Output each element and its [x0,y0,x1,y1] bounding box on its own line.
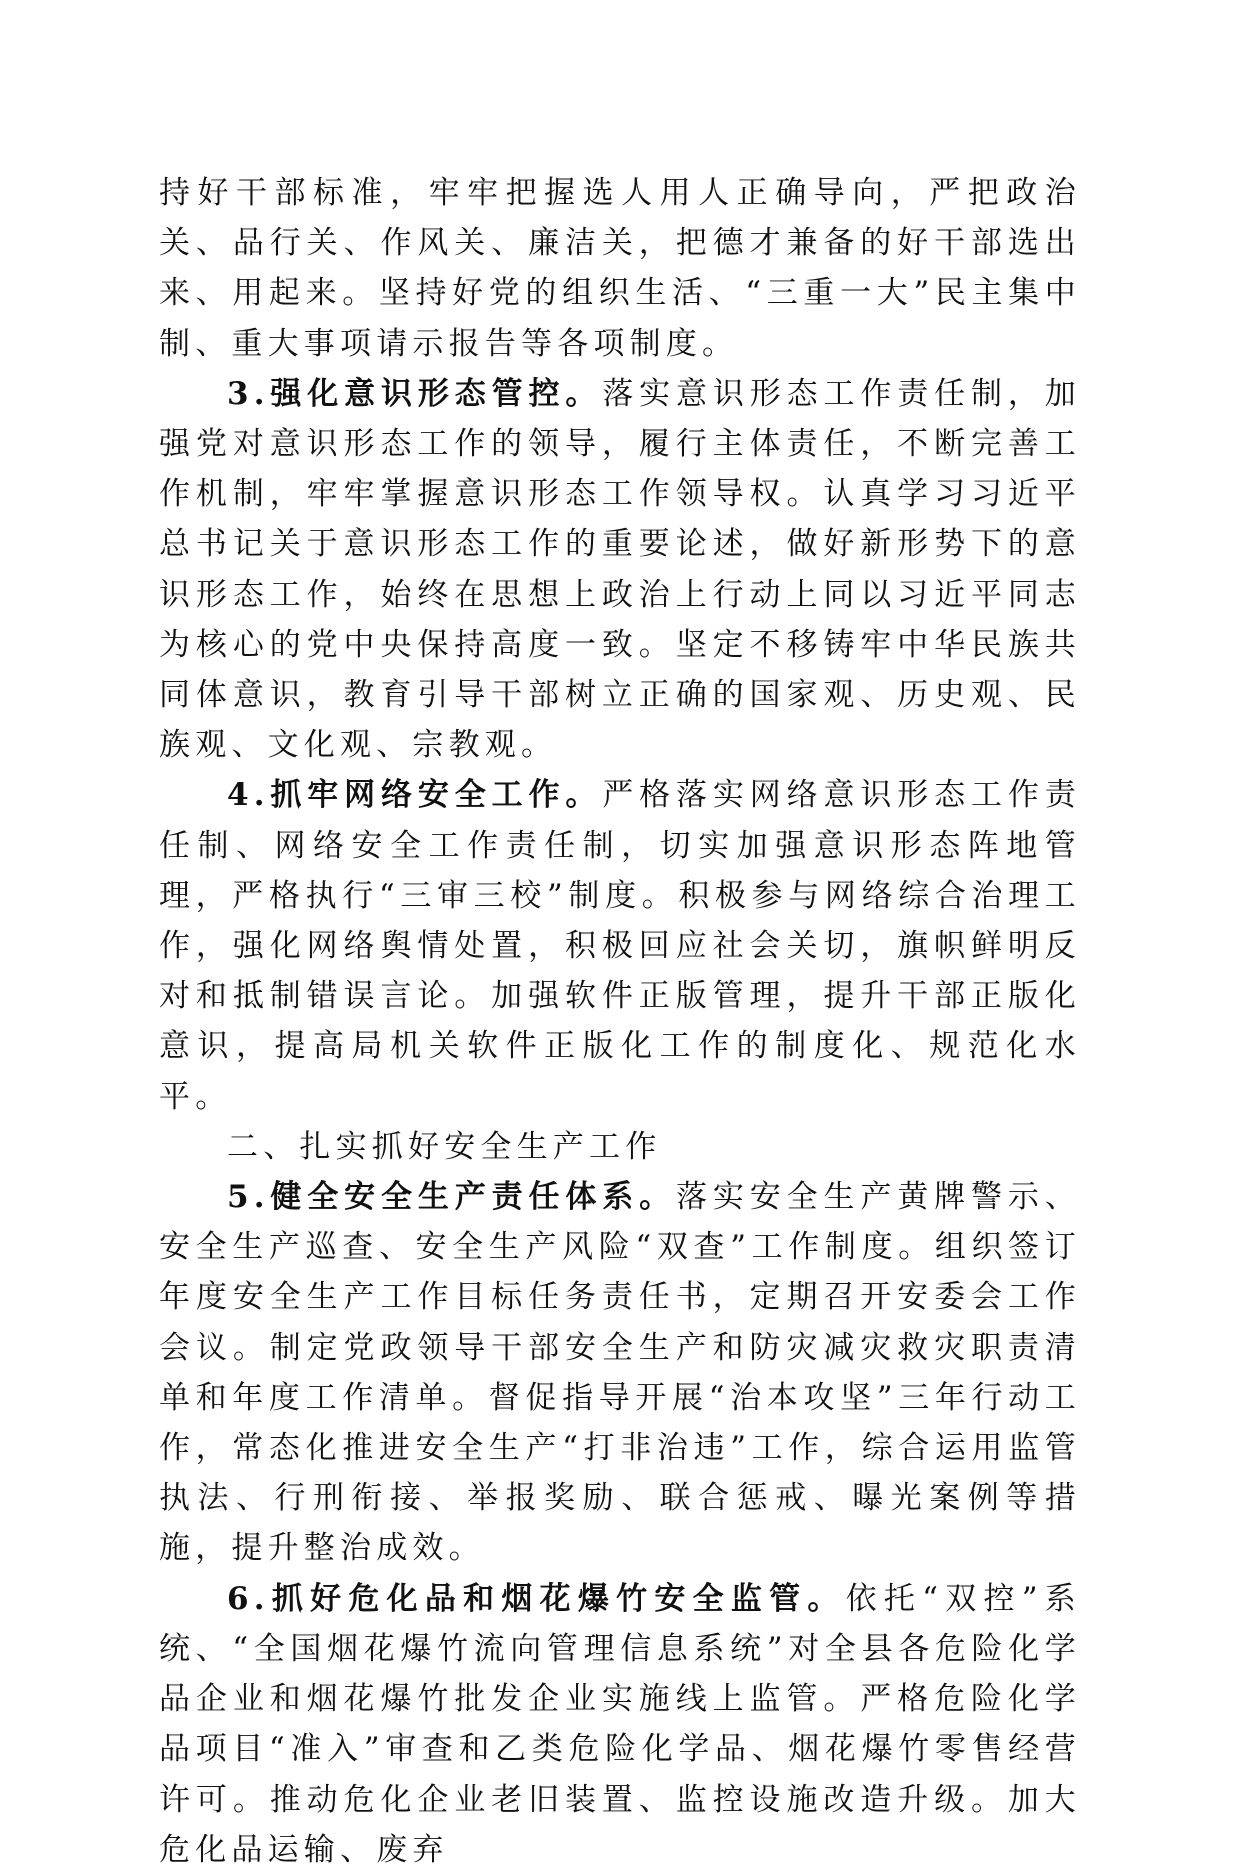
paragraph-item-3 [159,369,1081,771]
paragraph-item-6 [159,1574,1081,1875]
paragraph-item-5 [159,1172,1081,1574]
paragraph-body: 持好干部标准，牢牢把握选人用人正确导向，严把政治关、品行关、作风关、廉洁关，把德才兼备的好干部选出来、用起来。坚持好党的组织生活、“三重一大”民主集中制、重大事项请示报告等各项制度。 [159,175,1081,362]
item-heading: 3.强化意识形态管控。 [227,375,603,412]
paragraph-body: 严格落实网络意识形态工作责任制、网络安全工作责任制，切实加强意识形态阵地管理，严格执行“三审三校”制度。积极参与网络综合治理工作，强化网络舆情处置，积极回应社会关切，旗帜鲜明反对和抵制错误言论。加强软件正版管理，提升干部正版化意识，提高局机关软件正版化工作的制度化、规范化水平。 [159,777,1081,1115]
paragraph-item-4 [159,770,1081,1121]
document-page [159,168,1081,1875]
paragraph-body: 依托“双控”系统、“全国烟花爆竹流向管理信息系统”对全县各危险化学品企业和烟花爆竹批发企业实施线上监管。严格危险化学品项目“准入”审查和乙类危险化学品、烟花爆竹零售经营许可。推动危化企业老旧装置、监控设施改造升级。加大危化品运输、废弃 [159,1580,1081,1868]
paragraph-body: 落实意识形态工作责任制，加强党对意识形态工作的领导，履行主体责任，不断完善工作机制，牢牢掌握意识形态工作领导权。认真学习习近平总书记关于意识形态工作的重要论述，做好新形势下的意识形态工作，始终在思想上政治上行动上同以习近平同志为核心的党中央保持高度一致。坚定不移铸牢中华民族共同体意识，教育引导干部树立正确的国家观、历史观、民族观、文化观、宗教观。 [159,375,1081,764]
item-heading: 4.抓牢网络安全工作。 [227,777,603,814]
section-heading [159,1122,1081,1172]
section-title: 二、扎实抓好安全生产工作 [227,1128,662,1165]
item-heading: 6.抓好危化品和烟花爆竹安全监管。 [227,1580,846,1617]
paragraph-body: 落实安全生产黄牌警示、安全生产巡查、安全生产风险“双查”工作制度。组织签订年度安全生产工作目标任务责任书，定期召开安委会工作会议。制定党政领导干部安全生产和防灾减灾救灾职责清单和年度工作清单。督促指导开展“治本攻坚”三年行动工作，常态化推进安全生产“打非治违”工作，综合运用监管执法、行刑衔接、举报奖励、联合惩戒、曝光案例等措施，提升整治成效。 [159,1179,1082,1567]
paragraph-continuation [159,168,1081,369]
item-heading: 5.健全安全生产责任体系。 [227,1179,677,1216]
